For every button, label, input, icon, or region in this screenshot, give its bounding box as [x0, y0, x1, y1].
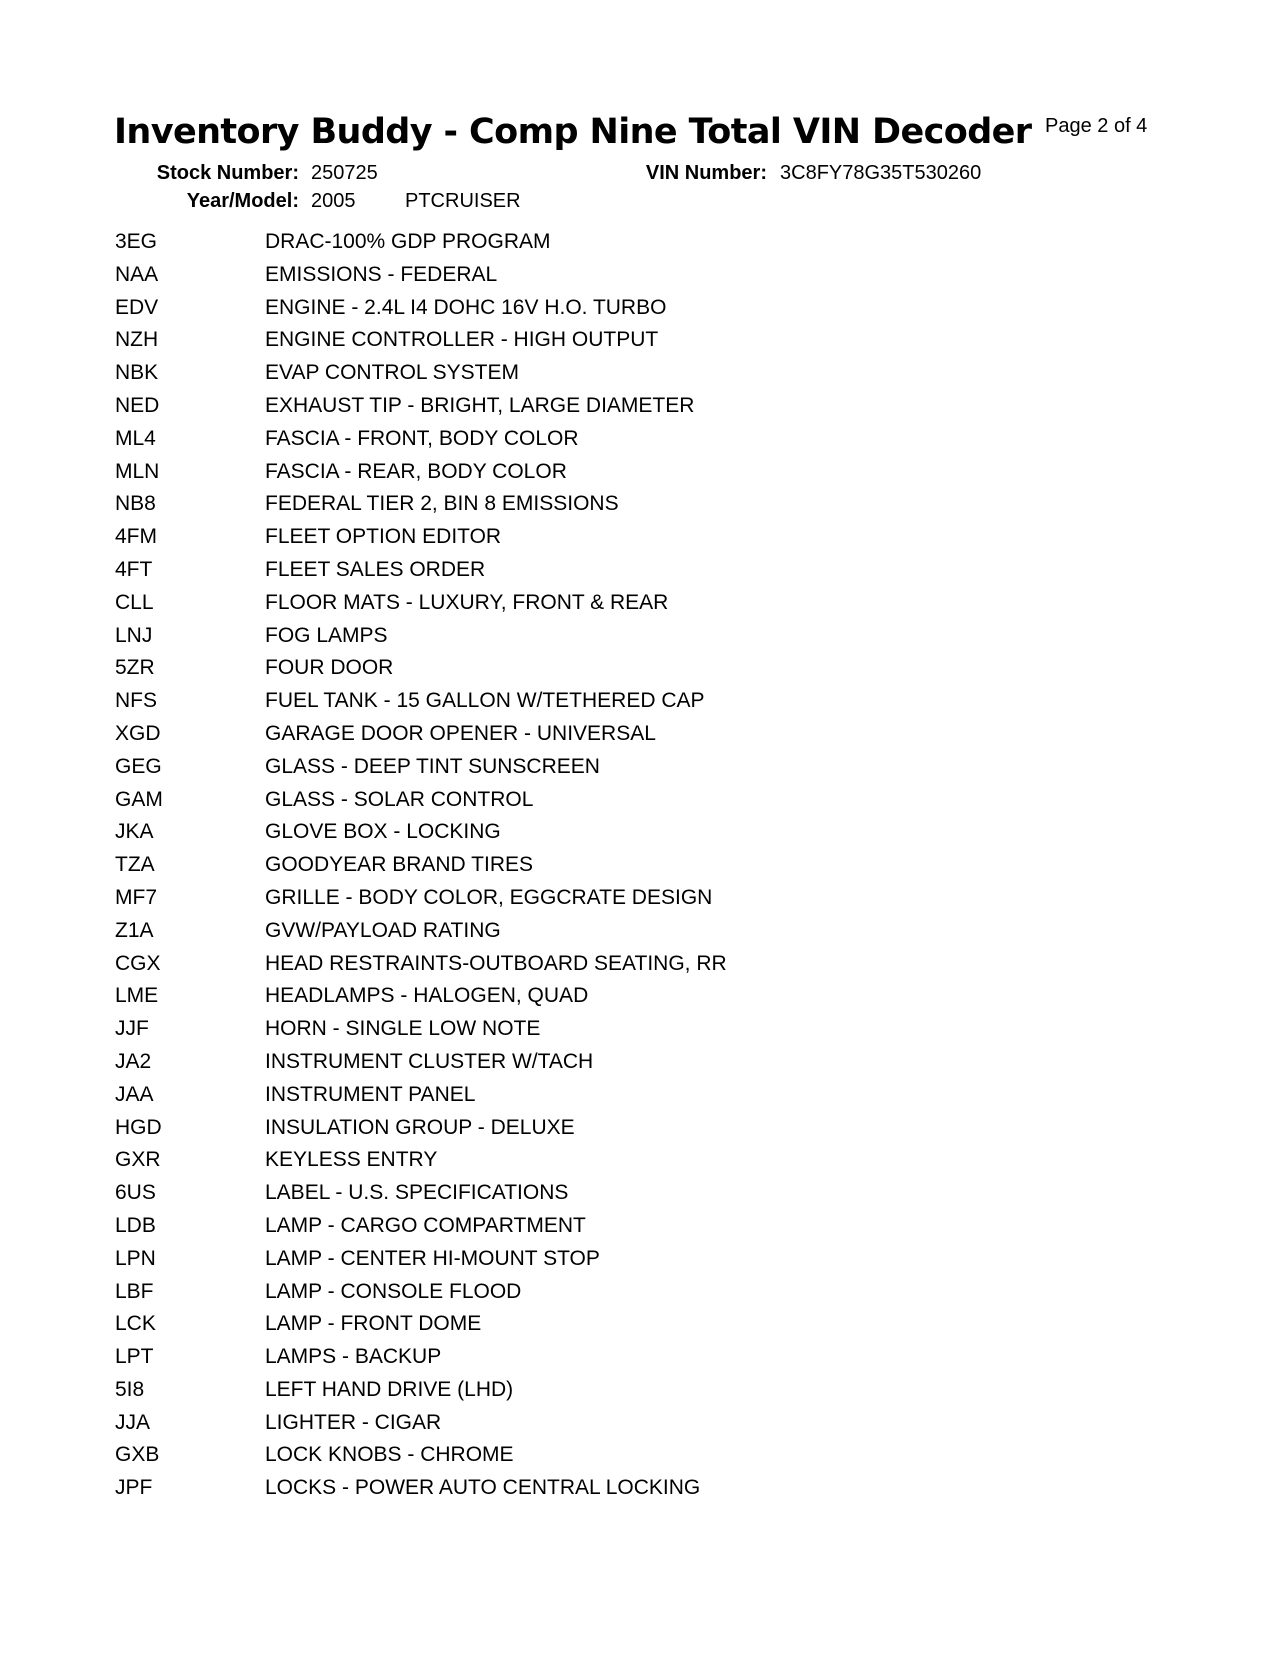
option-description: FOG LAMPS — [265, 623, 388, 647]
vin-number-value: 3C8FY78G35T530260 — [780, 162, 982, 184]
option-description: GLASS - DEEP TINT SUNSCREEN — [265, 754, 600, 778]
option-code: LME — [115, 984, 159, 1008]
year-model-label: Year/Model: — [186, 190, 299, 212]
option-code: LPN — [115, 1246, 156, 1270]
option-description: LOCKS - POWER AUTO CENTRAL LOCKING — [265, 1476, 701, 1500]
option-code: GXR — [115, 1148, 161, 1172]
option-code: NFS — [115, 689, 157, 713]
option-description: GOODYEAR BRAND TIRES — [265, 853, 533, 877]
option-code: LNJ — [115, 623, 153, 647]
option-code: CLL — [115, 590, 154, 614]
option-code: 3EG — [115, 230, 158, 253]
option-code: GXB — [115, 1443, 160, 1467]
option-code: JPF — [115, 1476, 153, 1500]
option-description: DRAC-100% GDP PROGRAM — [265, 230, 551, 253]
option-description: ENGINE - 2.4L I4 DOHC 16V H.O. TURBO — [265, 295, 667, 319]
option-code: LPT — [115, 1345, 154, 1369]
option-description: GLASS - SOLAR CONTROL — [265, 787, 534, 811]
option-description: FUEL TANK - 15 GALLON W/TETHERED CAP — [265, 689, 705, 713]
option-code: EDV — [115, 295, 159, 319]
option-description: HEAD RESTRAINTS-OUTBOARD SEATING, RR — [265, 951, 727, 975]
option-description: LEFT HAND DRIVE (LHD) — [265, 1377, 514, 1401]
option-description: LAMP - CENTER HI-MOUNT STOP — [265, 1246, 600, 1270]
option-description: HORN - SINGLE LOW NOTE — [265, 1017, 541, 1041]
option-code: 5ZR — [115, 656, 155, 680]
option-code: NBK — [115, 361, 159, 385]
option-code: JKA — [115, 820, 154, 844]
option-description: FASCIA - REAR, BODY COLOR — [265, 459, 567, 483]
report-title: Inventory Buddy - Comp Nine Total VIN Decoder — [114, 112, 1032, 152]
option-code: GEG — [115, 754, 162, 778]
option-description: KEYLESS ENTRY — [265, 1148, 438, 1172]
option-description: FASCIA - FRONT, BODY COLOR — [265, 426, 579, 450]
year-value: 2005 — [311, 190, 356, 212]
option-code: HGD — [115, 1115, 162, 1139]
option-code: LDB — [115, 1213, 156, 1237]
option-code: MLN — [115, 459, 160, 483]
option-code: JAA — [115, 1082, 154, 1106]
option-description: FLEET SALES ORDER — [265, 557, 486, 581]
option-description: LABEL - U.S. SPECIFICATIONS — [265, 1181, 569, 1205]
option-code: NAA — [115, 262, 159, 286]
option-description: ENGINE CONTROLLER - HIGH OUTPUT — [265, 328, 659, 352]
option-description: LOCK KNOBS - CHROME — [265, 1443, 514, 1467]
option-description: FEDERAL TIER 2, BIN 8 EMISSIONS — [265, 492, 619, 516]
option-code: JA2 — [115, 1049, 152, 1073]
option-description: EMISSIONS - FEDERAL — [265, 262, 498, 286]
option-description: GVW/PAYLOAD RATING — [265, 918, 501, 942]
option-code: LBF — [115, 1279, 154, 1303]
option-description: GLOVE BOX - LOCKING — [265, 820, 501, 844]
option-code: Z1A — [115, 918, 154, 942]
option-description: LAMP - FRONT DOME — [265, 1312, 482, 1336]
option-code: NZH — [115, 328, 159, 352]
option-code: LCK — [115, 1312, 156, 1336]
option-description: LAMPS - BACKUP — [265, 1345, 442, 1369]
option-description: EXHAUST TIP - BRIGHT, LARGE DIAMETER — [265, 393, 695, 417]
option-code: MF7 — [115, 885, 157, 909]
option-code: 5I8 — [115, 1377, 145, 1401]
option-code: NED — [115, 393, 160, 417]
option-code: NB8 — [115, 492, 156, 516]
option-description: INSULATION GROUP - DELUXE — [265, 1115, 575, 1139]
option-code: ML4 — [115, 426, 156, 450]
option-code: GAM — [115, 787, 163, 811]
option-code: CGX — [115, 951, 161, 975]
option-description: HEADLAMPS - HALOGEN, QUAD — [265, 984, 589, 1008]
option-description: LAMP - CONSOLE FLOOD — [265, 1279, 522, 1303]
option-description: GRILLE - BODY COLOR, EGGCRATE DESIGN — [265, 885, 713, 909]
option-description: LAMP - CARGO COMPARTMENT — [265, 1213, 586, 1237]
option-code: 4FT — [115, 557, 153, 581]
option-description: FLOOR MATS - LUXURY, FRONT & REAR — [265, 590, 669, 614]
vin-number-label: VIN Number: — [645, 162, 767, 184]
option-code: JJA — [115, 1410, 151, 1434]
option-description: GARAGE DOOR OPENER - UNIVERSAL — [265, 721, 656, 745]
option-description: LIGHTER - CIGAR — [265, 1410, 442, 1434]
option-description: INSTRUMENT PANEL — [265, 1082, 476, 1106]
option-code: TZA — [115, 853, 155, 877]
stock-number-label: Stock Number: — [156, 162, 299, 184]
option-code: JJF — [115, 1017, 149, 1041]
model-value: PTCRUISER — [405, 190, 521, 212]
page-number: Page 2 of 4 — [1045, 115, 1148, 137]
option-code: 6US — [115, 1181, 156, 1205]
stock-number-value: 250725 — [311, 162, 378, 184]
option-description: INSTRUMENT CLUSTER W/TACH — [265, 1049, 594, 1073]
option-description: FLEET OPTION EDITOR — [265, 525, 502, 549]
option-code: XGD — [115, 721, 161, 745]
option-description: FOUR DOOR — [265, 656, 394, 680]
option-description: EVAP CONTROL SYSTEM — [265, 361, 519, 385]
option-code: 4FM — [115, 525, 157, 549]
